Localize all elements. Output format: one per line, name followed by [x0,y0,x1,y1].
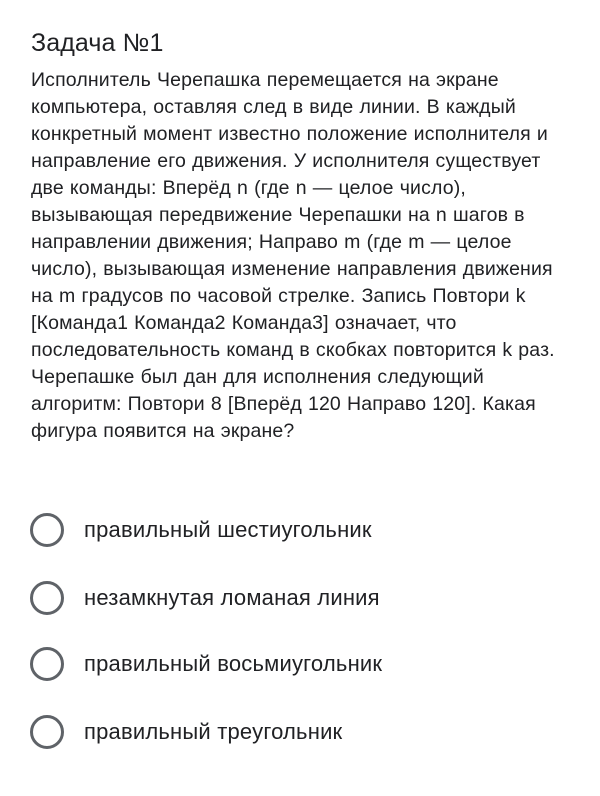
answer-option-4[interactable] [30,712,342,752]
answer-option-3[interactable] [30,644,382,684]
answer-option-label[interactable]: правильный треугольник [84,719,343,744]
radio-button-icon[interactable] [30,715,64,749]
task-title: Задача №1 [31,29,164,57]
answer-option-label[interactable]: незамкнутая ломаная линия [84,585,380,610]
answer-option-1[interactable] [30,510,372,550]
question-text: Исполнитель Черепашка перемещается на экране компьютера, оставляя след в виде линии. В каждый конкретный момент известно положение исполнителя и направление его движения. У исполнителя существует две команды: Вперёд n (где n — целое число), вызывающая передвижение Черепашки на n шагов в направлении движения; Направо m (где m — целое число), вызывающая изменение направления движения на m градусов по часовой стрелке. Запись Повтори k [Команда1 Команда2 Команда3] означает, что последовательность команд в скобках повторится k раз. Черепашке был дан для исполнения следующий алгоритм: Повтори 8 [Вперёд 120 Направо 120]. Какая фигура появится на экране? [31,69,555,442]
answer-option-2[interactable] [30,578,380,618]
answer-option-label[interactable]: правильный шестиугольник [84,517,372,542]
radio-button-icon[interactable] [30,647,64,681]
answer-option-label[interactable]: правильный восьмиугольник [84,651,383,676]
radio-button-icon[interactable] [30,581,64,615]
radio-button-icon[interactable] [30,513,64,547]
